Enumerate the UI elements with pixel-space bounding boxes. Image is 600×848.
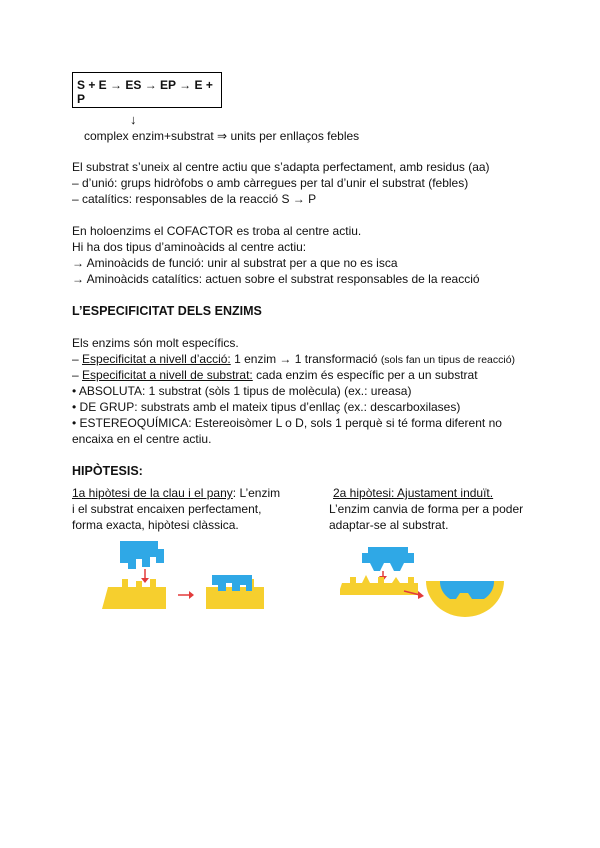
specificity-substrate-prefix: – (72, 368, 83, 382)
hypothesis-1-label: 1a hipòtesi de la clau i el pany (72, 486, 233, 500)
specificity-stereo-2: encaixa en el centre actiu. (72, 432, 212, 446)
substrate-line-1: El substrat s’uneix al centre actiu que s’adapta perfectament, amb residus (aa) (72, 160, 490, 174)
down-arrow: ↓ (130, 112, 137, 127)
cofactor-line-1: En holoenzims el COFACTOR es troba al centre actiu. (72, 224, 362, 238)
specificity-action-note: (sols fan un tipus de reacció) (380, 354, 516, 366)
specificity-action-label: Especificitat a nivell d’acció: (82, 352, 231, 366)
specificity-action-prefix: – (72, 352, 83, 366)
enzyme-lock-shape (102, 579, 166, 609)
induced-red-right-arrow-head (418, 591, 424, 599)
specificity-substrate-label: Especificitat a nivell de substrat: (82, 368, 253, 382)
reaction-equation: S + E → ES → EP → E + P (77, 78, 213, 106)
specificity-substrate (72, 368, 478, 383)
specificity-action-text: 1 enzim → 1 transformació (230, 352, 381, 366)
substrate-key-shape (120, 541, 164, 569)
induced-substrate-shape (362, 547, 414, 571)
reaction-equation-box (72, 72, 222, 108)
hypothesis-2-line-3: adaptar-se al substrat. (329, 518, 449, 532)
hypothesis-2-title: 2a hipòtesi: Ajustament induït. (333, 486, 494, 500)
specificity-action (72, 352, 515, 368)
induced-fit-illustration (340, 535, 510, 620)
hypothesis-1-line-3: forma exacta, hipòtesi clàssica. (72, 518, 239, 532)
hypotheses-heading: HIPÒTESIS: (72, 464, 143, 478)
substrate-line-3: – catalítics: responsables de la reacció S → P (72, 192, 317, 206)
specificity-group: • DE GRUP: substrats amb el mateix tipus d’enllaç (ex.: descarboxilases) (72, 400, 461, 414)
specificity-absolute: • ABSOLUTA: 1 substrat (sòls 1 tipus de molècula) (ex.: ureasa) (72, 384, 412, 398)
cofactor-line-4: → Aminoàcids catalítics: actuen sobre el substrat responsables de la reacció (72, 272, 480, 286)
hypothesis-1-suffix: : L’enzim (232, 486, 281, 500)
complex-note: complex enzim+substrat ⇒ units per enllaços febles (84, 129, 360, 143)
red-right-arrow-head (189, 591, 194, 599)
specificity-stereo-1: • ESTEREOQUÍMICA: Estereoisòmer L o D, sols 1 perquè si té forma diferent no (72, 416, 502, 430)
cofactor-line-3: → Aminoàcids de funció: unir al substrat per a que no es isca (72, 256, 398, 270)
red-down-arrow-head (141, 578, 149, 583)
substrate-line-2: – d’unió: grups hidròfobs o amb càrregues per tal d’unir el substrat (febles) (72, 176, 469, 190)
hypothesis-1-title (72, 486, 280, 501)
specificity-substrate-text: cada enzim és específic per a un substrat (252, 368, 478, 382)
hypothesis-1-line-2: i el substrat encaixen perfectament, (72, 502, 262, 516)
hypothesis-2-line-2: L’enzim canvia de forma per a poder (329, 502, 524, 516)
specificity-intro: Els enzims són molt específics. (72, 336, 239, 350)
cofactor-line-2: Hi ha dos tipus d’aminoàcids al centre actiu: (72, 240, 307, 254)
specificity-heading: L’ESPECIFICITAT DELS ENZIMS (72, 304, 262, 318)
complex-substrate-shape (212, 575, 252, 591)
lock-and-key-illustration (100, 535, 300, 615)
